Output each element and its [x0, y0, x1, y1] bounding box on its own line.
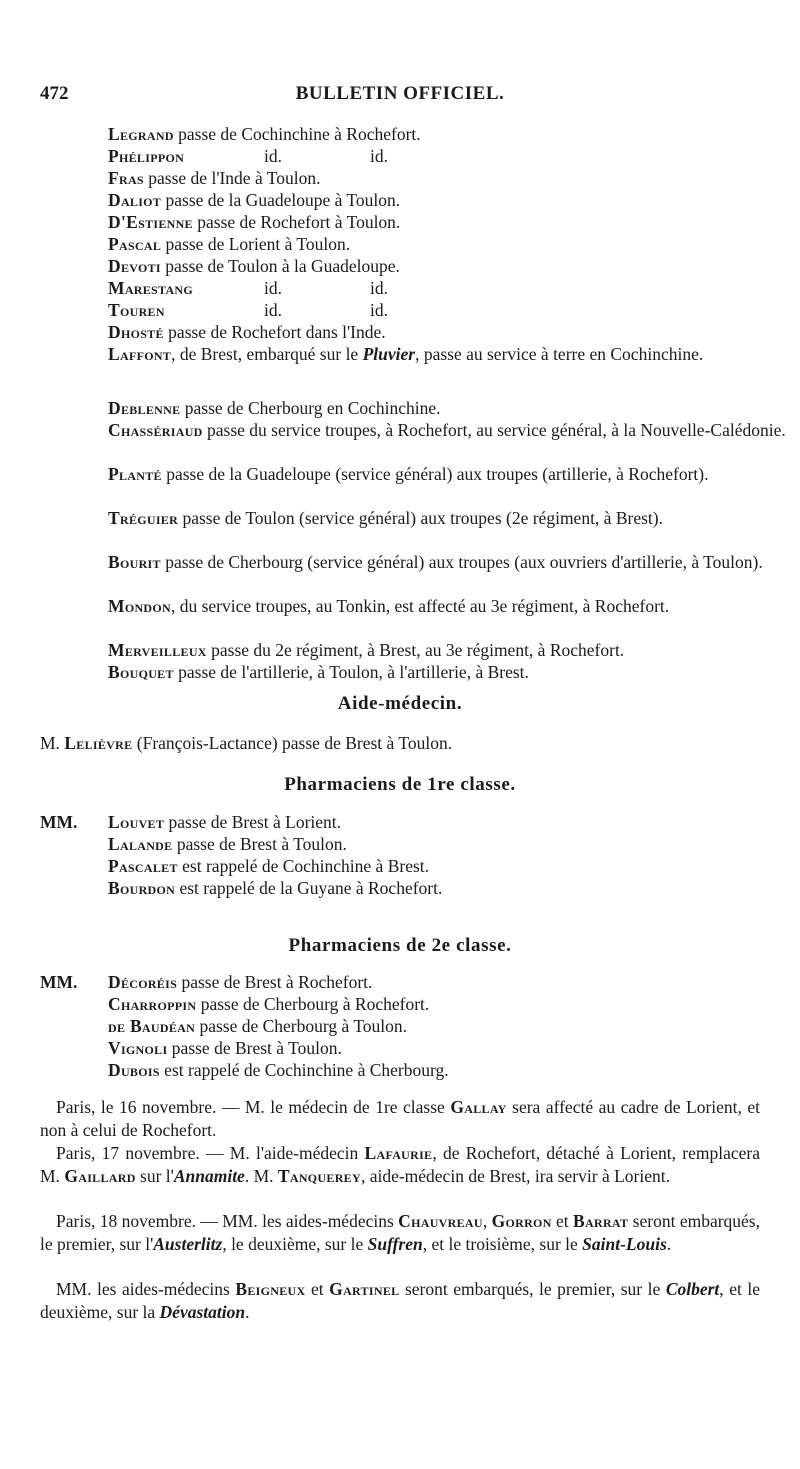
list-item: Décoréis passe de Brest à Rochefort. — [108, 972, 373, 992]
list-item: M. Lelièvre (François-Lactance) passe de Brest à Toulon. — [40, 733, 453, 753]
list-item: Charroppin passe de Cherbourg à Rochefort. — [108, 994, 430, 1014]
list-item: Phélippon id. id. — [108, 146, 388, 166]
page-header — [40, 83, 760, 113]
list-item: Marestang id. id. — [108, 278, 388, 298]
paragraph: Paris, 18 novembre. — MM. les aides-médecins Chauvreau, Gorron et Barrat seront embarqués, le premier, sur l'Austerlitz, le deuxième, sur le Suffren, et le troisième, sur le Saint-Louis. — [40, 1211, 760, 1254]
list-item: Dhosté passe de Rochefort dans l'Inde. — [108, 322, 386, 342]
list-item: Lalande passe de Brest à Toulon. — [108, 834, 347, 854]
list-item: Pascal passe de Lorient à Toulon. — [108, 234, 351, 254]
list-item: D'Estienne passe de Rochefort à Toulon. — [108, 212, 401, 232]
mm-label: MM. — [40, 972, 78, 992]
list-item: Bourit passe de Cherbourg (service général) aux troupes (aux ouvriers d'artillerie, à Toulon). — [108, 552, 763, 572]
paragraph: Paris, 17 novembre. — M. l'aide-médecin Lafaurie, de Rochefort, détaché à Lorient, remplacera M. Gaillard sur l'Annamite. M. Tanquerey, aide-médecin de Brest, ira servir à Lorient. — [40, 1143, 760, 1186]
list-item: Bourdon est rappelé de la Guyane à Rochefort. — [108, 878, 443, 898]
paragraph: MM. les aides-médecins Beigneux et Gartinel seront embarqués, le premier, sur le Colbert, et le deuxième, sur la Dévastation. — [40, 1279, 760, 1322]
list-item: Vignoli passe de Brest à Toulon. — [108, 1038, 342, 1058]
paragraph: Paris, le 16 novembre. — M. le médecin de 1re classe Gallay sera affecté au cadre de Lorient, et non à celui de Rochefort. — [40, 1097, 761, 1140]
list-item: Pascalet est rappelé de Cochinchine à Brest. — [108, 856, 430, 876]
section-heading: Aide-médecin. — [337, 693, 463, 714]
list-item: Daliot passe de la Guadeloupe à Toulon. — [108, 190, 401, 210]
list-item: Fras passe de l'Inde à Toulon. — [108, 168, 321, 188]
list-item: Chassériaud passe du service troupes, à Rochefort, au service général, à la Nouvelle-Calédonie. — [108, 420, 786, 440]
list-item: Dubois est rappelé de Cochinchine à Cherbourg. — [108, 1060, 449, 1080]
list-item: Deblenne passe de Cherbourg en Cochinchine. — [108, 398, 441, 418]
mm-label: MM. — [40, 812, 78, 832]
list-item: Merveilleux passe du 2e régiment, à Brest, au 3e régiment, à Rochefort. — [108, 640, 625, 660]
list-item: de Baudéan passe de Cherbourg à Toulon. — [108, 1016, 408, 1036]
page-number: 472 — [40, 83, 69, 104]
list-item: Devoti passe de Toulon à la Guadeloupe. — [108, 256, 400, 276]
list-item: Legrand passe de Cochinchine à Rochefort. — [108, 124, 421, 144]
list-item: Planté passe de la Guadeloupe (service général) aux troupes (artillerie, à Rochefort). — [108, 464, 709, 484]
section-heading: Pharmaciens de 1re classe. — [284, 774, 516, 795]
list-item: Mondon, du service troupes, au Tonkin, est affecté au 3e régiment, à Rochefort. — [108, 596, 670, 616]
section-heading: Pharmaciens de 2e classe. — [288, 935, 512, 956]
list-item: Touren id. id. — [108, 300, 388, 320]
list-item: Bouquet passe de l'artillerie, à Toulon, à l'artillerie, à Brest. — [108, 662, 529, 682]
list-item: Tréguier passe de Toulon (service général) aux troupes (2e régiment, à Brest). — [108, 508, 663, 528]
list-item: Laffont, de Brest, embarqué sur le Pluvier, passe au service à terre en Cochinchine. — [108, 344, 704, 364]
page-title: BULLETIN OFFICIEL. — [295, 83, 505, 104]
list-item: Louvet passe de Brest à Lorient. — [108, 812, 342, 832]
